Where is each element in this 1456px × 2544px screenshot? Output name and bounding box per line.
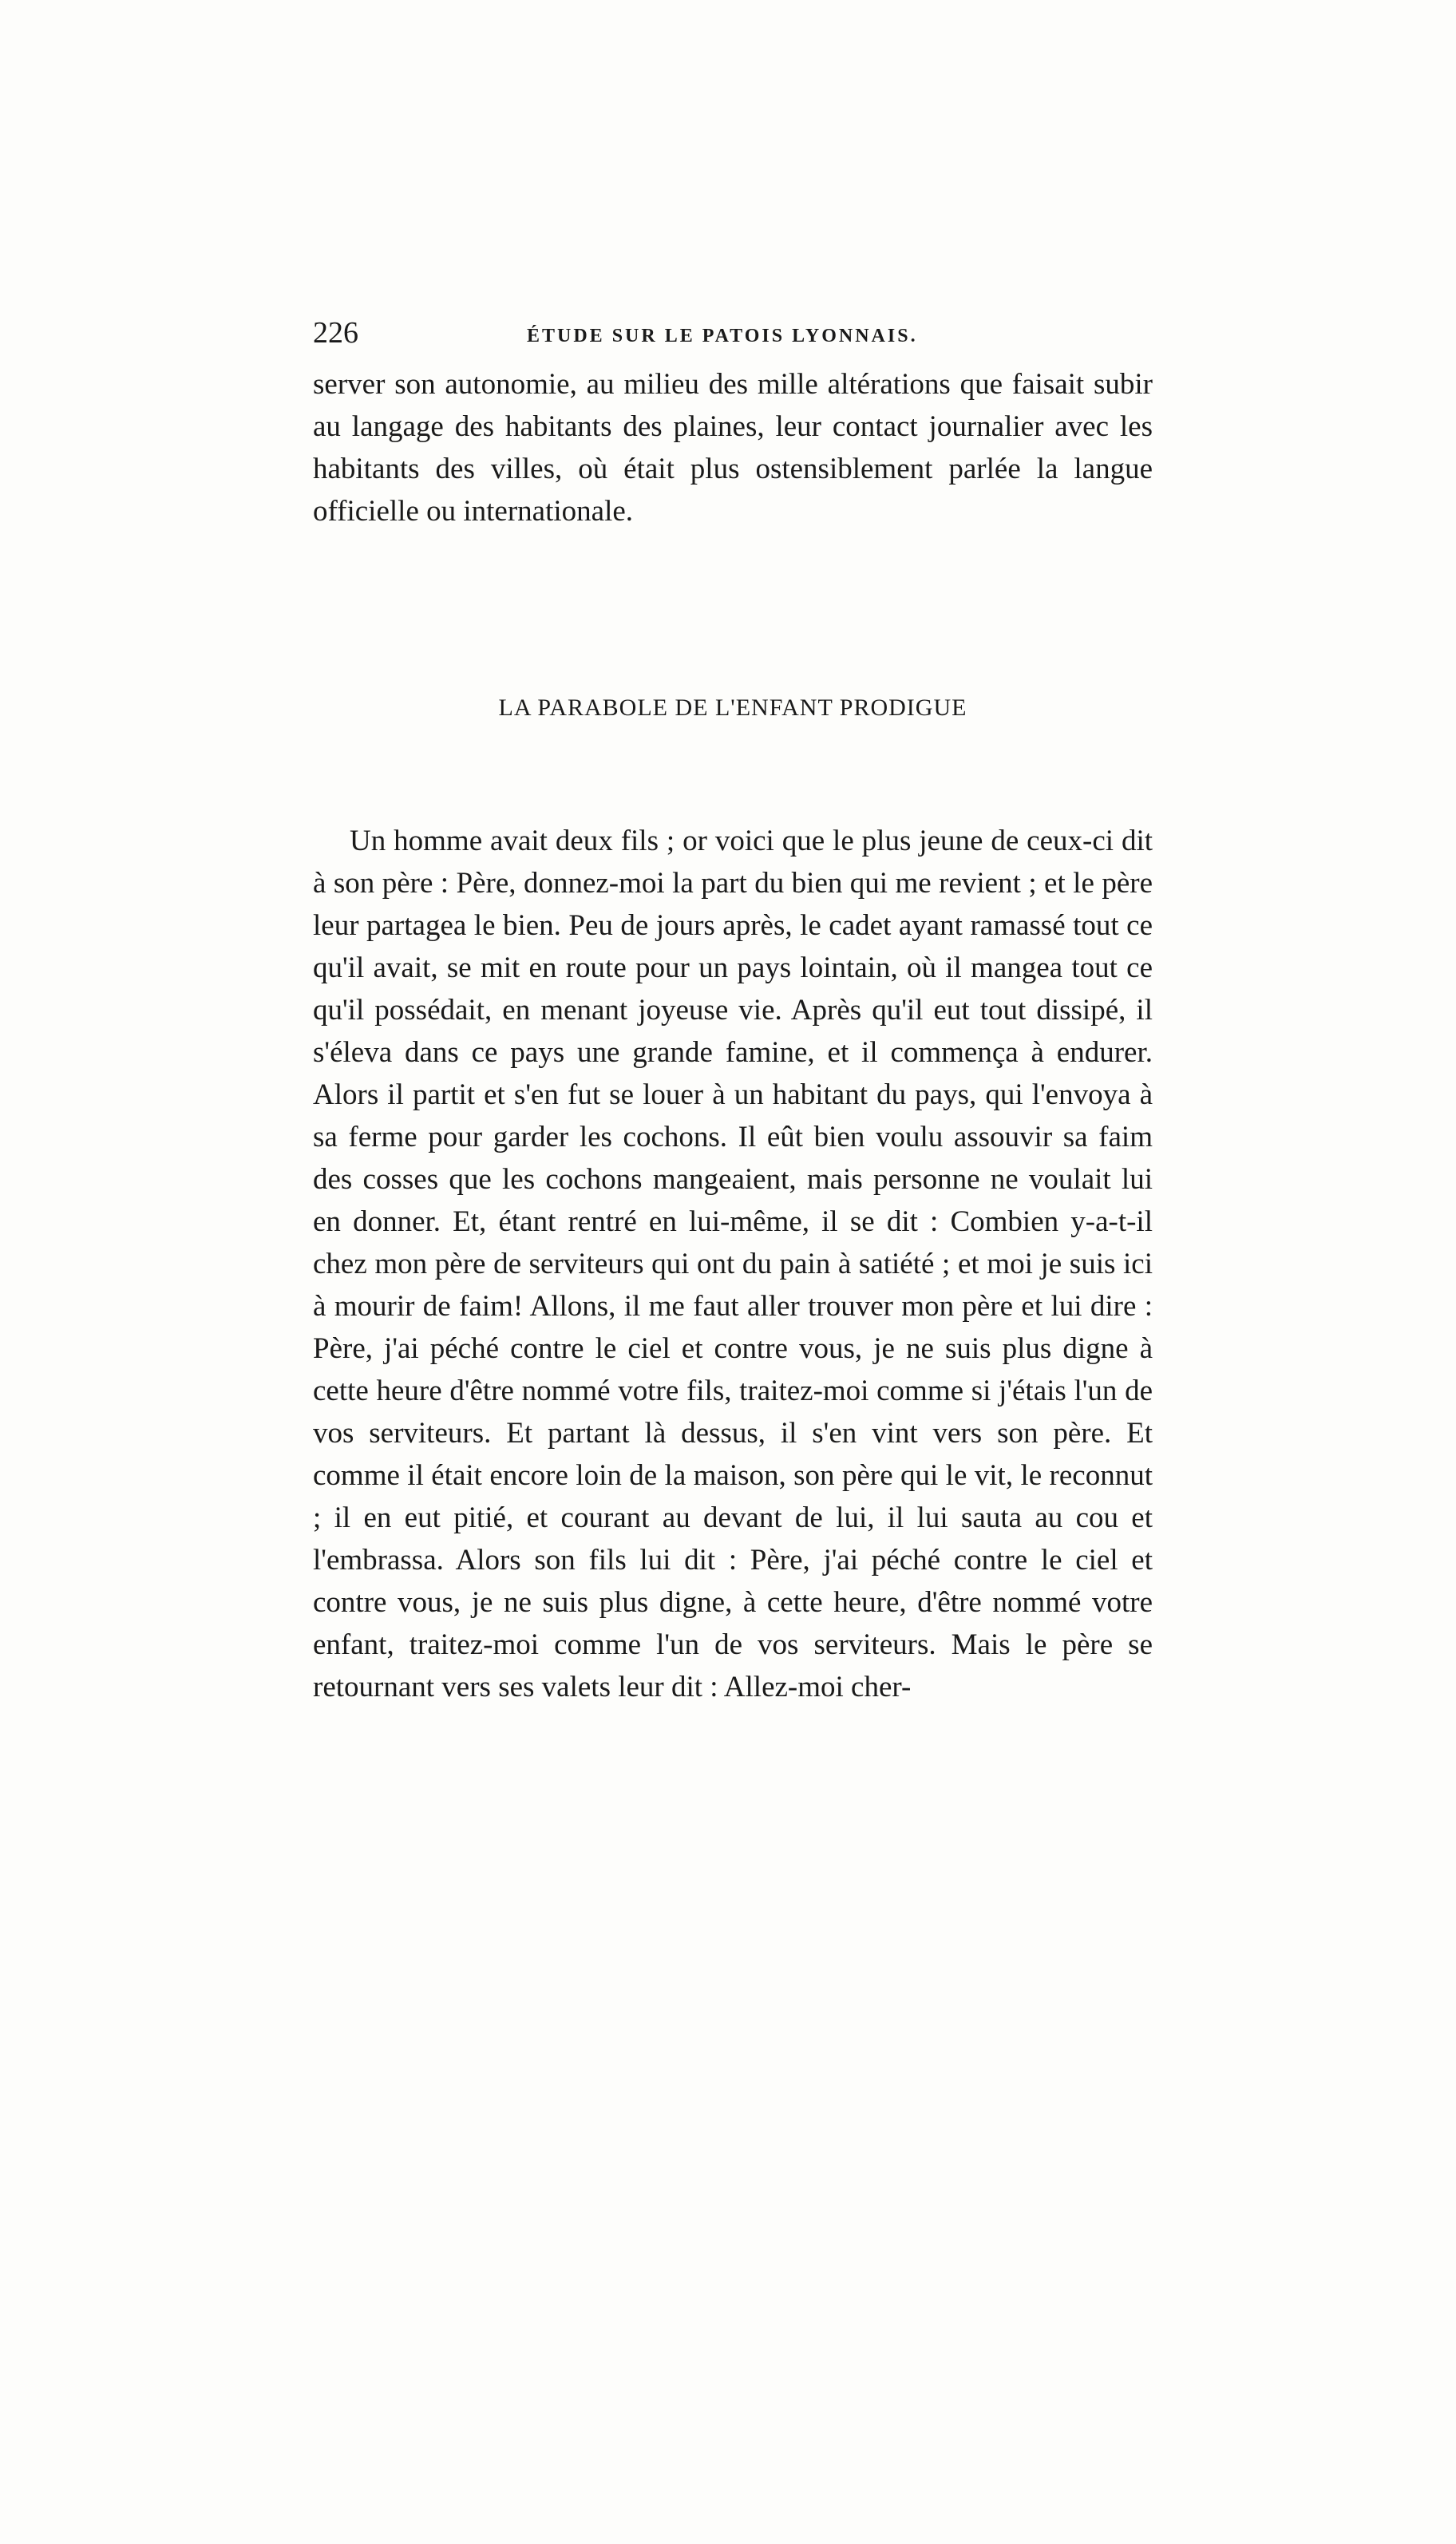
running-title: ÉTUDE SUR LE PATOIS LYONNAIS. bbox=[527, 326, 918, 346]
page-number: 226 bbox=[313, 316, 358, 350]
parable-paragraph: Un homme avait deux fils ; or voici que le plus jeune de ceux-ci dit à son père : Père, donnez-moi la part du bien qui me revient ; et le père leur partagea le bien. Peu de jours après, le cadet ayant ramassé tout ce qu'il avait, se mit en route pour un pays lointain, où il mangea tout ce qu'il possédait, en menant joyeuse vie. Après qu'il eut tout dissipé, il s'éleva dans ce pays une grande famine, et il commença à endurer. Alors il partit et s'en fut se louer à un habitant du pays, qui l'envoya à sa ferme pour garder les cochons. Il eût bien voulu assouvir sa faim des cosses que les cochons mangeaient, mais personne ne voulait lui en donner. Et, étant rentré en lui-même, il se dit : Combien y-a-t-il chez mon père de serviteurs qui ont du pain à satiété ; et moi je suis ici à mourir de faim! Allons, il me faut aller trouver mon père et lui dire : Père, j'ai péché contre le ciel et contre vous, je ne suis plus digne à cette heure d'être nommé votre fils, traitez-moi comme si j'étais l'un de vos serviteurs. Et partant là dessus, il s'en vint vers son père. Et comme il était encore loin de la maison, son père qui le vit, le reconnut ; il en eut pitié, et courant au devant de lui, il lui sauta au cou et l'embrassa. Alors son fils lui dit : Père, j'ai péché contre le ciel et contre vous, je ne suis plus digne, à cette heure, d'être nommé votre enfant, traitez-moi comme l'un de vos serviteurs. Mais le père se retournant vers ses valets leur dit : Allez-moi cher- bbox=[313, 825, 1153, 1703]
section-title: LA PARABOLE DE L'ENFANT PRODIGUE bbox=[498, 694, 967, 721]
intro-paragraph: server son autonomie, au milieu des mille altérations que faisait subir au langage des habitants des plaines, leur contact journalier avec les habitants des villes, où était plus ostensiblement parlée la langue officielle ou internationale. bbox=[313, 368, 1153, 528]
running-header bbox=[313, 313, 1153, 353]
